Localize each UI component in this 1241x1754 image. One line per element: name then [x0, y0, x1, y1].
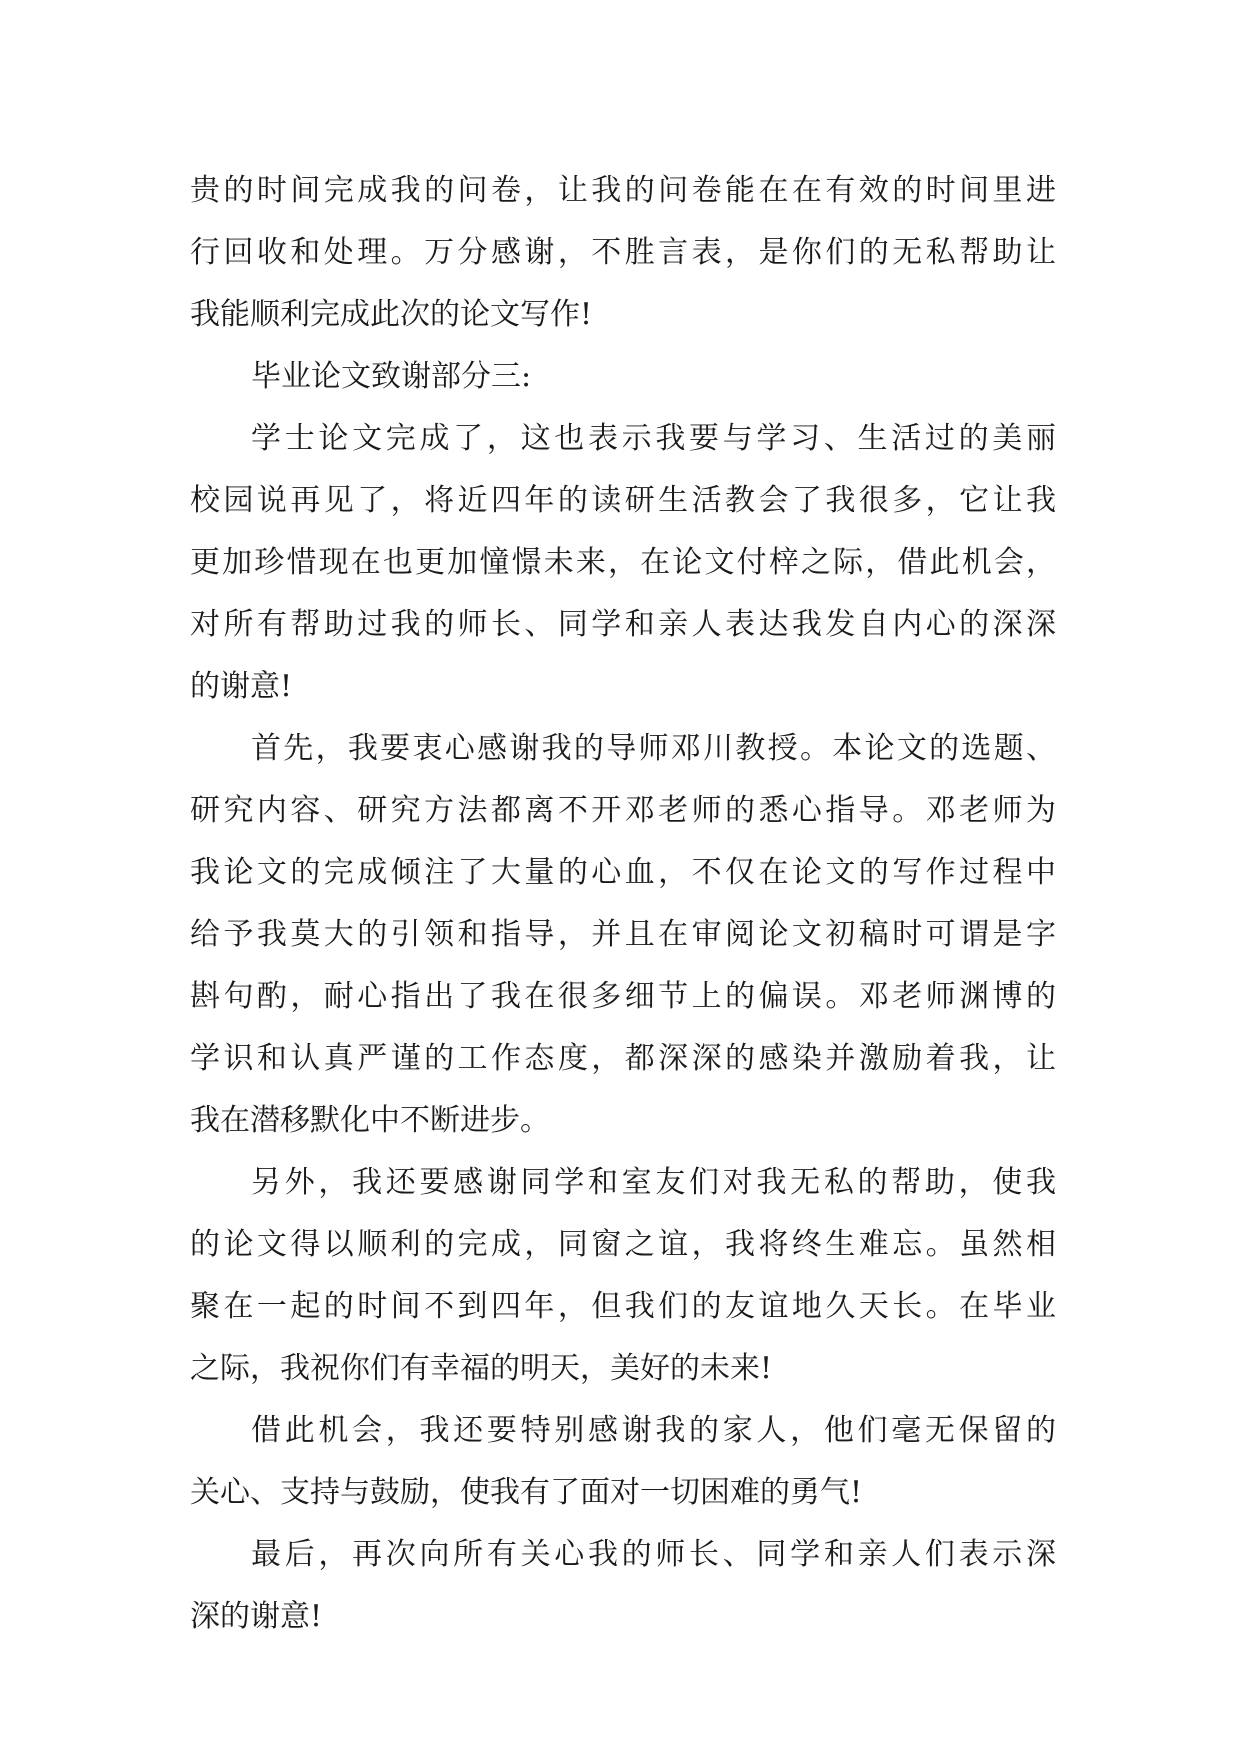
text-line: 关心、支持与鼓励，使我有了面对一切困难的勇气! [190, 1475, 863, 1510]
text-line: 借此机会，我还要特别感谢我的家人，他们毫无保留的 [251, 1413, 1056, 1448]
text-line: 行回收和处理。万分感谢，不胜言表，是你们的无私帮助让 [190, 235, 1056, 270]
text-line: 我论文的完成倾注了大量的心血，不仅在论文的写作过程中 [190, 855, 1056, 890]
section-heading: 毕业论文致谢部分三: [251, 359, 532, 394]
text-line: 更加珍惜现在也更加憧憬未来，在论文付梓之际，借此机会， [190, 545, 1056, 580]
text-line: 首先，我要衷心感谢我的导师邓川教授。本论文的选题、 [251, 731, 1056, 766]
document-body [190, 160, 1056, 1648]
text-line: 的论文得以顺利的完成，同窗之谊，我将终生难忘。虽然相 [190, 1227, 1056, 1262]
text-line: 斟句酌，耐心指出了我在很多细节上的偏误。邓老师渊博的 [190, 979, 1056, 1014]
text-line: 给予我莫大的引领和指导，并且在审阅论文初稿时可谓是字 [190, 917, 1056, 952]
text-line: 之际，我祝你们有幸福的明天，美好的未来! [190, 1351, 773, 1386]
text-line: 我在潜移默化中不断进步。 [190, 1103, 550, 1138]
text-line: 最后，再次向所有关心我的师长、同学和亲人们表示深 [251, 1537, 1056, 1572]
text-line: 贵的时间完成我的问卷，让我的问卷能在在有效的时间里进 [190, 173, 1056, 208]
text-line: 的谢意! [190, 669, 293, 704]
text-line: 另外，我还要感谢同学和室友们对我无私的帮助，使我 [251, 1165, 1056, 1200]
text-line: 研究内容、研究方法都离不开邓老师的悉心指导。邓老师为 [190, 793, 1056, 828]
text-line: 深的谢意! [190, 1599, 323, 1634]
text-line: 校园说再见了，将近四年的读研生活教会了我很多，它让我 [190, 483, 1056, 518]
text-line: 我能顺利完成此次的论文写作! [190, 297, 593, 332]
text-line: 学识和认真严谨的工作态度，都深深的感染并激励着我，让 [190, 1041, 1056, 1076]
text-line: 学士论文完成了，这也表示我要与学习、生活过的美丽 [251, 421, 1056, 456]
text-line: 聚在一起的时间不到四年，但我们的友谊地久天长。在毕业 [190, 1289, 1056, 1324]
text-line: 对所有帮助过我的师长、同学和亲人表达我发自内心的深深 [190, 607, 1056, 642]
